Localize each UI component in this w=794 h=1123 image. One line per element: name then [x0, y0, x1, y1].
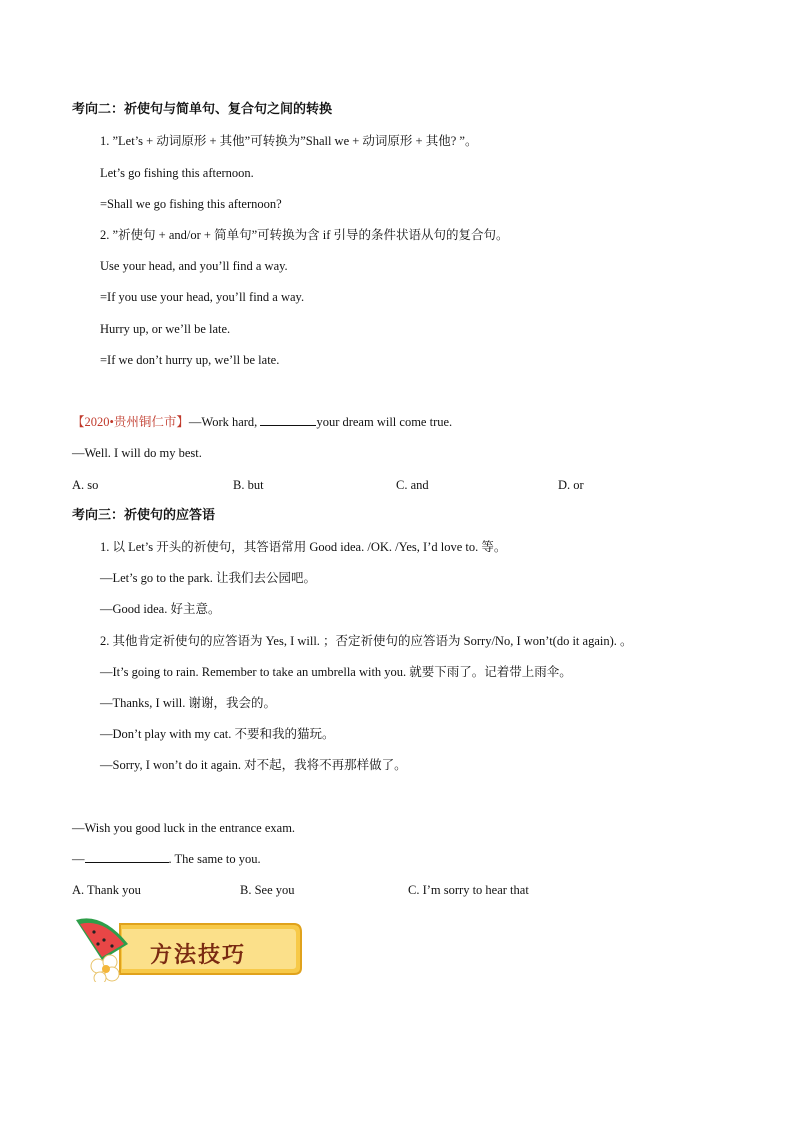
option-a: A. Thank you — [72, 883, 141, 897]
example-sentence: —Good idea. 好主意。 — [100, 602, 221, 616]
example-sentence: —It’s going to rain. Remember to take an umbrella with you. 就要下雨了。记着带上雨伞。 — [100, 665, 572, 679]
option-b: B. but — [233, 478, 264, 492]
answer-blank — [85, 851, 169, 863]
reply-text: . The same to you. — [168, 852, 261, 866]
question-text: —Work hard, — [188, 415, 261, 429]
example-sentence: =If you use your head, you’ll find a way. — [100, 290, 305, 304]
exercise-reply — [72, 851, 261, 867]
example-sentence: =If we don’t hurry up, we’ll be late. — [100, 353, 280, 367]
option-c: C. and — [396, 478, 429, 492]
rule-item-1: 1. 以 Let’s 开头的祈使句，其答语常用 Good idea. /OK. /Yes, I’d love to. 等。 — [100, 540, 507, 554]
flower-icon — [91, 955, 119, 982]
example-sentence: =Shall we go fishing this afternoon? — [100, 197, 282, 211]
example-sentence: Hurry up, or we’ll be late. — [100, 322, 231, 336]
example-sentence: Use your head, and you’ll find a way. — [100, 259, 288, 273]
option-b: B. See you — [240, 883, 295, 897]
rule-item-2: 2. 其他肯定祈使句的应答语为 Yes, I will. ；否定祈使句的应答语为 Sorry/No, I won’t(do it again). 。 — [100, 634, 633, 648]
method-tips-label: 方法技巧 — [150, 942, 247, 968]
example-sentence: —Don’t play with my cat. 不要和我的猫玩。 — [100, 727, 335, 741]
section-heading-3: 考向三：祈使句的应答语 — [72, 508, 216, 523]
example-sentence: —Let’s go to the park. 让我们去公园吧。 — [100, 571, 316, 585]
option-a: A. so — [72, 478, 99, 492]
option-d: D. or — [558, 478, 584, 492]
section-heading-2: 考向二：祈使句与简单句、复合句之间的转换 — [72, 102, 333, 117]
rule-item-2: 2. ”祈使句 + and/or + 简单句”可转换为含 if 引导的条件状语从句的复合句。 — [100, 228, 509, 242]
option-c: C. I’m sorry to hear that — [408, 883, 529, 897]
rule-item-1: 1. ”Let’s + 动词原形 + 其他”可转换为”Shall we + 动词原形 + 其他? ”。 — [100, 134, 478, 148]
question-text: your dream will come true. — [316, 415, 453, 429]
example-sentence: —Thanks, I will. 谢谢，我会的。 — [100, 696, 277, 710]
exercise-question: —Wish you good luck in the entrance exam. — [72, 821, 296, 835]
exercise-reply: —Well. I will do my best. — [72, 446, 202, 460]
example-sentence: Let’s go fishing this afternoon. — [100, 166, 254, 180]
reply-dash: — — [72, 852, 85, 866]
example-sentence: —Sorry, I won’t do it again. 对不起，我将不再那样做了。 — [100, 758, 407, 772]
exercise-source: 【2020•贵州铜仁市】 — [72, 415, 189, 429]
answer-blank — [260, 414, 316, 426]
exercise-question — [72, 414, 452, 430]
